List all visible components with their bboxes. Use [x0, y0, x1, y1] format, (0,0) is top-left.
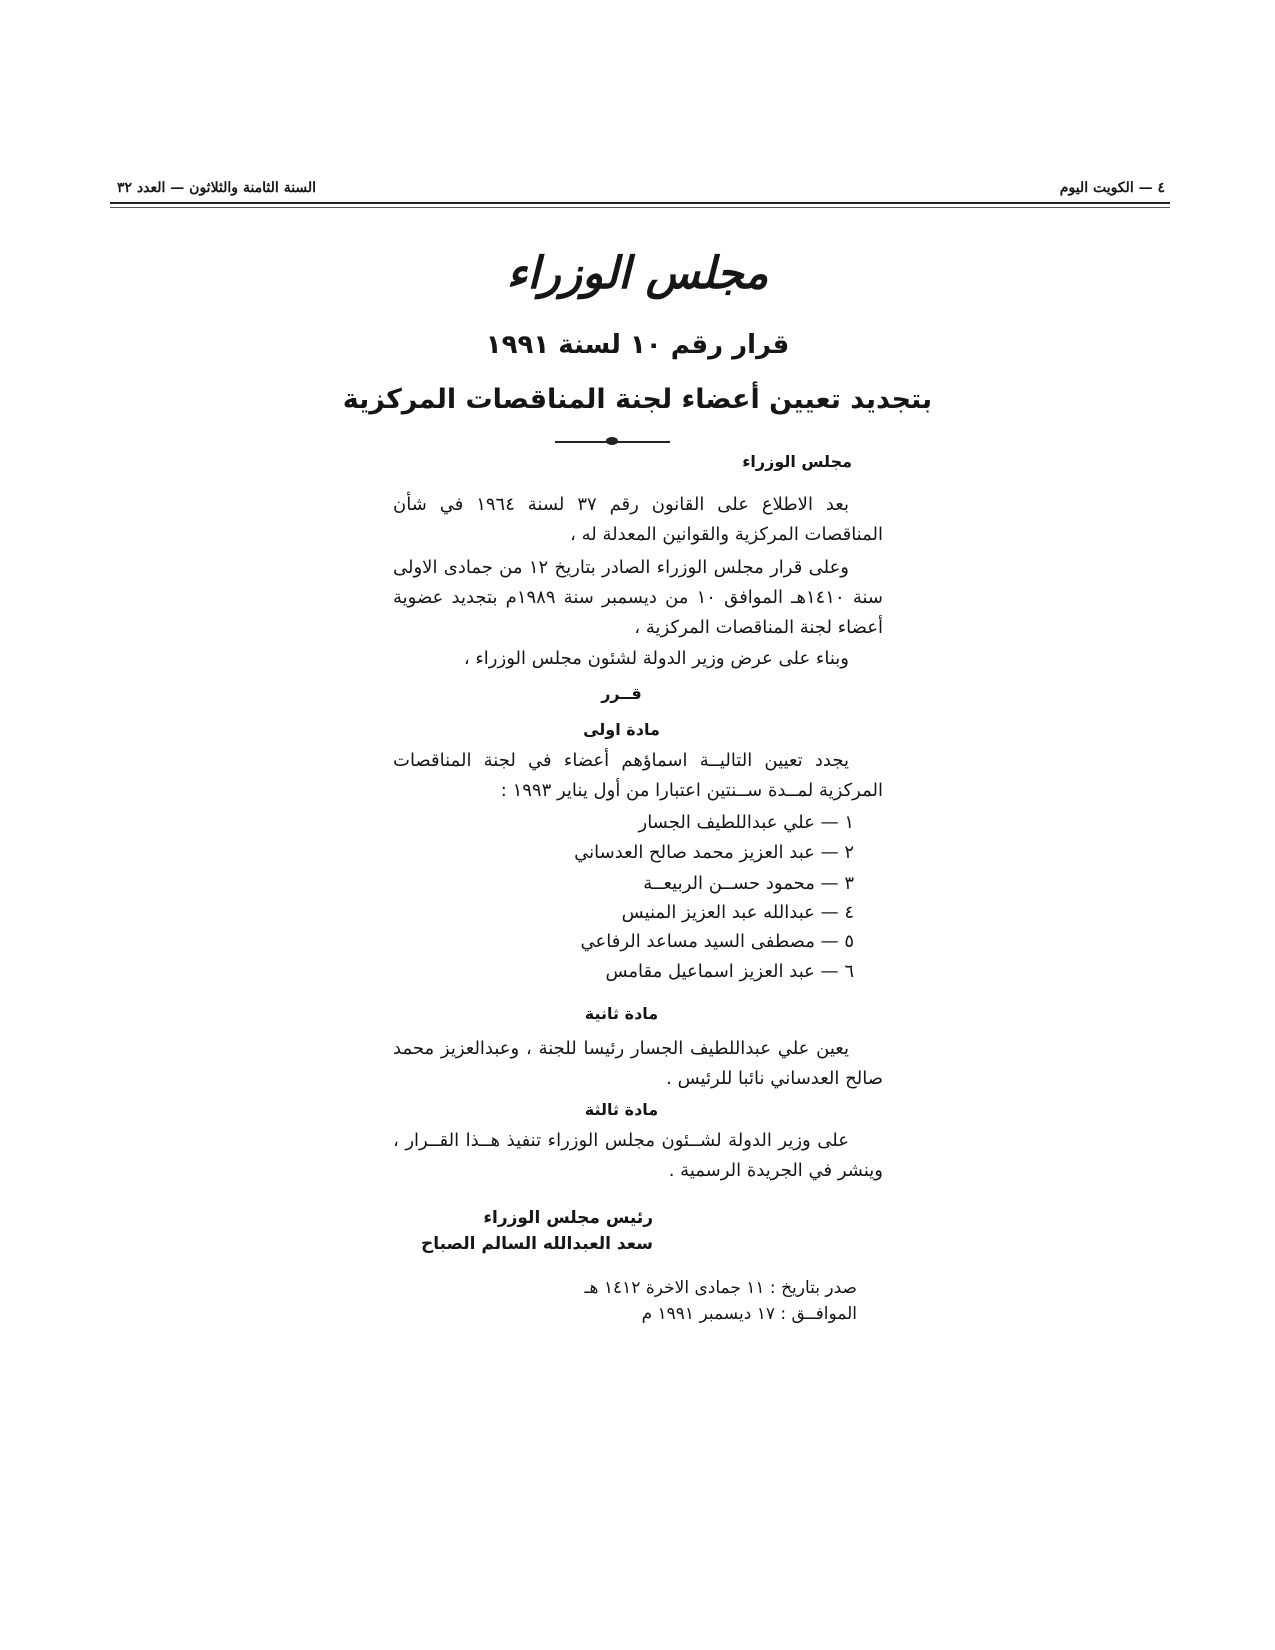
article-1-heading: مادة اولى	[583, 720, 660, 739]
decision-number: قرار رقم ١٠ لسنة ١٩٩١	[485, 330, 790, 360]
preamble-3	[393, 644, 883, 674]
preamble-paragraph: بعد الاطلاع على القانون رقم ٣٧ لسنة ١٩٦٤ في شأن المناقصات المركزية والقوانين المعدلة له ،	[393, 494, 883, 545]
article-3-heading: مادة ثالثة	[584, 1100, 659, 1119]
article-2-text	[393, 1034, 883, 1094]
header-rule	[110, 202, 1170, 204]
preamble-1	[393, 490, 883, 550]
preamble-paragraph: وعلى قرار مجلس الوزراء الصادر بتاريخ ١٢ من جمادى الاولى سنة ١٤١٠هـ الموافق ١٠ من ديسمبر سنة ١٩٨٩م بتجديد عضوية أعضاء لجنة المناقصات المركزية ،	[393, 557, 883, 638]
page-title: مجلس الوزراء	[506, 248, 769, 299]
member-item: ٤ — عبدالله عبد العزيز المنيس	[621, 902, 854, 923]
decides-label: قــرر	[601, 684, 642, 703]
issue-date-hijri: صدر بتاريخ : ١١ جمادى الاخرة ١٤١٢ هـ	[584, 1278, 857, 1298]
preamble-paragraph: وبناء على عرض وزير الدولة لشئون مجلس الوزراء ،	[463, 648, 849, 669]
article-paragraph: يجدد تعيين التاليــة اسماؤهم أعضاء في لجنة المناقصات المركزية لمــدة ســنتين اعتبارا من أول يناير ١٩٩٣ :	[393, 750, 883, 801]
member-item: ٣ — محمود حســن الربيعــة	[643, 873, 854, 894]
page-reference: ٤ — الكويت اليوم	[1059, 180, 1165, 196]
signatory-title: رئيس مجلس الوزراء	[483, 1208, 653, 1228]
article-1-text	[393, 746, 883, 806]
signatory-name: سعد العبدالله السالم الصباح	[420, 1234, 653, 1254]
decision-subject: بتجديد تعيين أعضاء لجنة المناقصات المركزية	[342, 384, 933, 415]
article-3-text	[393, 1126, 883, 1186]
member-item: ٦ — عبد العزيز اسماعيل مقامس	[605, 961, 854, 982]
member-item: ٥ — مصطفى السيد مساعد الرفاعي	[580, 931, 854, 952]
article-paragraph: يعين علي عبداللطيف الجسار رئيسا للجنة ، وعبدالعزيز محمد صالح العدساني نائبا للرئيس .	[393, 1038, 883, 1089]
divider-ornament	[606, 437, 618, 445]
member-item: ٢ — عبد العزيز محمد صالح العدساني	[574, 842, 854, 863]
article-2-heading: مادة ثانية	[584, 1004, 659, 1023]
issuer-label: مجلس الوزراء	[742, 452, 852, 471]
issue-date-gregorian: الموافــق : ١٧ ديسمبر ١٩٩١ م	[641, 1304, 857, 1324]
issue-reference: السنة الثامنة والثلاثون — العدد ٣٢	[117, 180, 317, 196]
preamble-2	[393, 553, 883, 643]
member-item: ١ — علي عبداللطيف الجسار	[638, 812, 854, 833]
header-rule-thin	[110, 207, 1170, 208]
article-paragraph: على وزير الدولة لشــئون مجلس الوزراء تنفيذ هــذا القــرار ، وينشر في الجريدة الرسمية .	[393, 1130, 883, 1181]
